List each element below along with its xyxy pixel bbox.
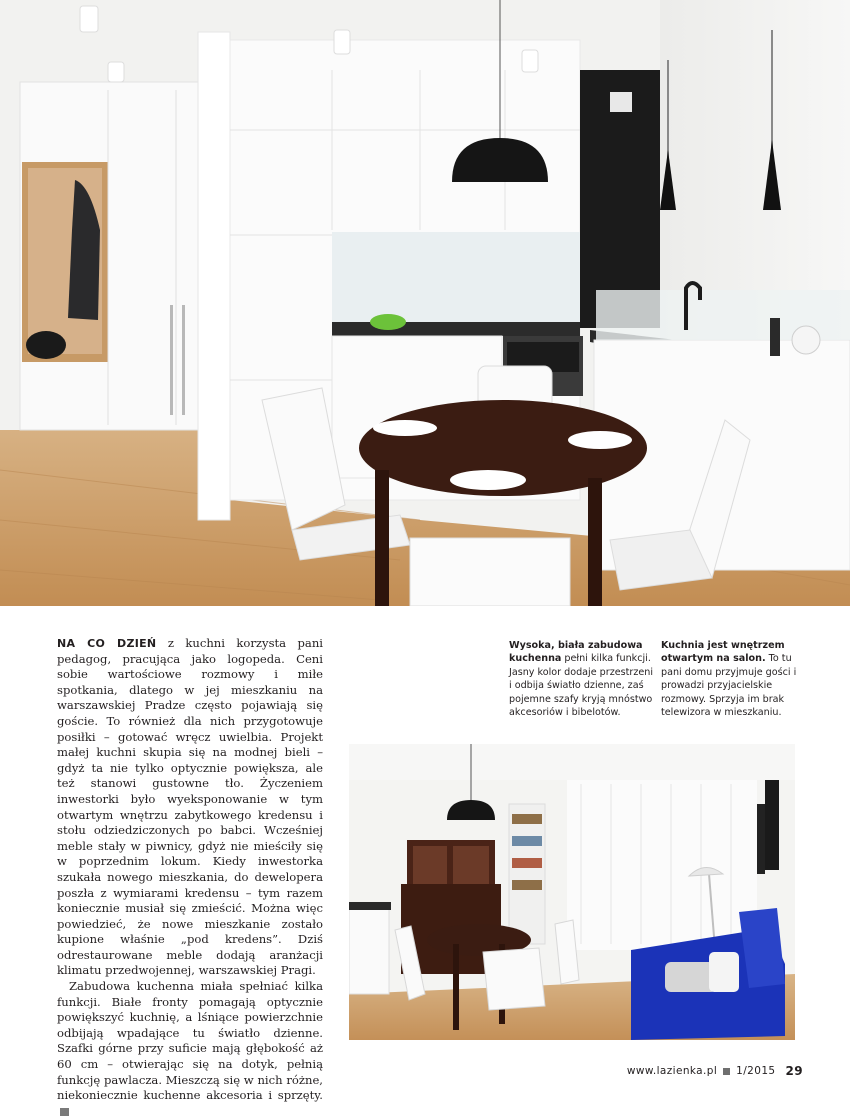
caption-living-room bbox=[661, 639, 801, 719]
caption-living-room-text: To tu pani domu przyjmuje gości i prowadzi przyjacielskie rozmowy. Sprzyja im brak telewizora w mieszkaniu. bbox=[661, 653, 797, 719]
end-of-article-icon bbox=[60, 1108, 69, 1116]
separator-square-icon bbox=[723, 1068, 730, 1075]
lead-in: NA CO DZIEŃ bbox=[57, 637, 157, 650]
issue-number: 1/2015 bbox=[736, 1065, 776, 1077]
page-number: 29 bbox=[785, 1064, 803, 1078]
website-url: www.lazienka.pl bbox=[626, 1065, 718, 1077]
paragraph-2-text: Zabudowa kuchenna miała spełniać kilka funkcji. Białe fronty pomagają optycznie powiększyć kuchnię, a lśniące powierzchnie odbijają wpadające tu światło dzienne. Szafki górne przy suficie mają głębokość aż 60 cm – otwierając się na dotyk, pełnią funkcję pawlacza. Mieszczą się w nich różne, niekoniecznie kuchenne akcesoria i sprzęty. bbox=[57, 979, 323, 1103]
article-paragraph-1 bbox=[57, 636, 323, 979]
caption-kitchen-bold: Wysoka, biała zabudowa kuchenna bbox=[509, 640, 643, 665]
page-footer bbox=[627, 1064, 803, 1078]
caption-kitchen-text: pełni kilka funkcji. Jasny kolor dodaje przestrzeni i odbija światło dzienne, zaś pojemne szafy kryją mnóstwo akcesoriów i bibelotów. bbox=[509, 653, 654, 719]
caption-kitchen bbox=[509, 639, 657, 719]
living-room-photo bbox=[349, 744, 795, 1040]
caption-living-room-bold: Kuchnia jest wnętrzem otwartym na salon. bbox=[661, 640, 785, 665]
paragraph-1-text: z kuchni korzysta pani pedagog, pracująca jako logopeda. Ceni sobie wartościowe rozmowy i miłe spotkania, dlatego w jej mieszkaniu na warszawskiej Pradze często pojawiają się goście. To również dla nich przygotowuje posiłki – gotować wręcz uwielbia. Projekt małej kuchni skupia się na modnej bieli – gdyż ta nie tylko optycznie powiększa, ale też stanowi gustowne tło. Życzeniem inwestorki było wyeksponowanie w tym otwartym wnętrzu zabytkowego kredensu i stołu odziedziczonych po babci. Wcześniej meble stały w piwnicy, gdyż nie mieściły się w poprzednim lokum. Kiedy inwestorka szukała nowego mieszkania, do dewelopera poszła z wymiarami kredensu – tym razem koniecznie musiał się zmieścić. Można więc powiedzieć, że nowe mieszkanie zostało kupione właśnie „pod kredens”. Dziś odrestaurowane meble dodają aranżacji klimatu przedwojennej, warszawskiej Pragi. bbox=[57, 636, 323, 978]
article-paragraph-2 bbox=[57, 979, 323, 1119]
article-body bbox=[57, 636, 323, 1119]
